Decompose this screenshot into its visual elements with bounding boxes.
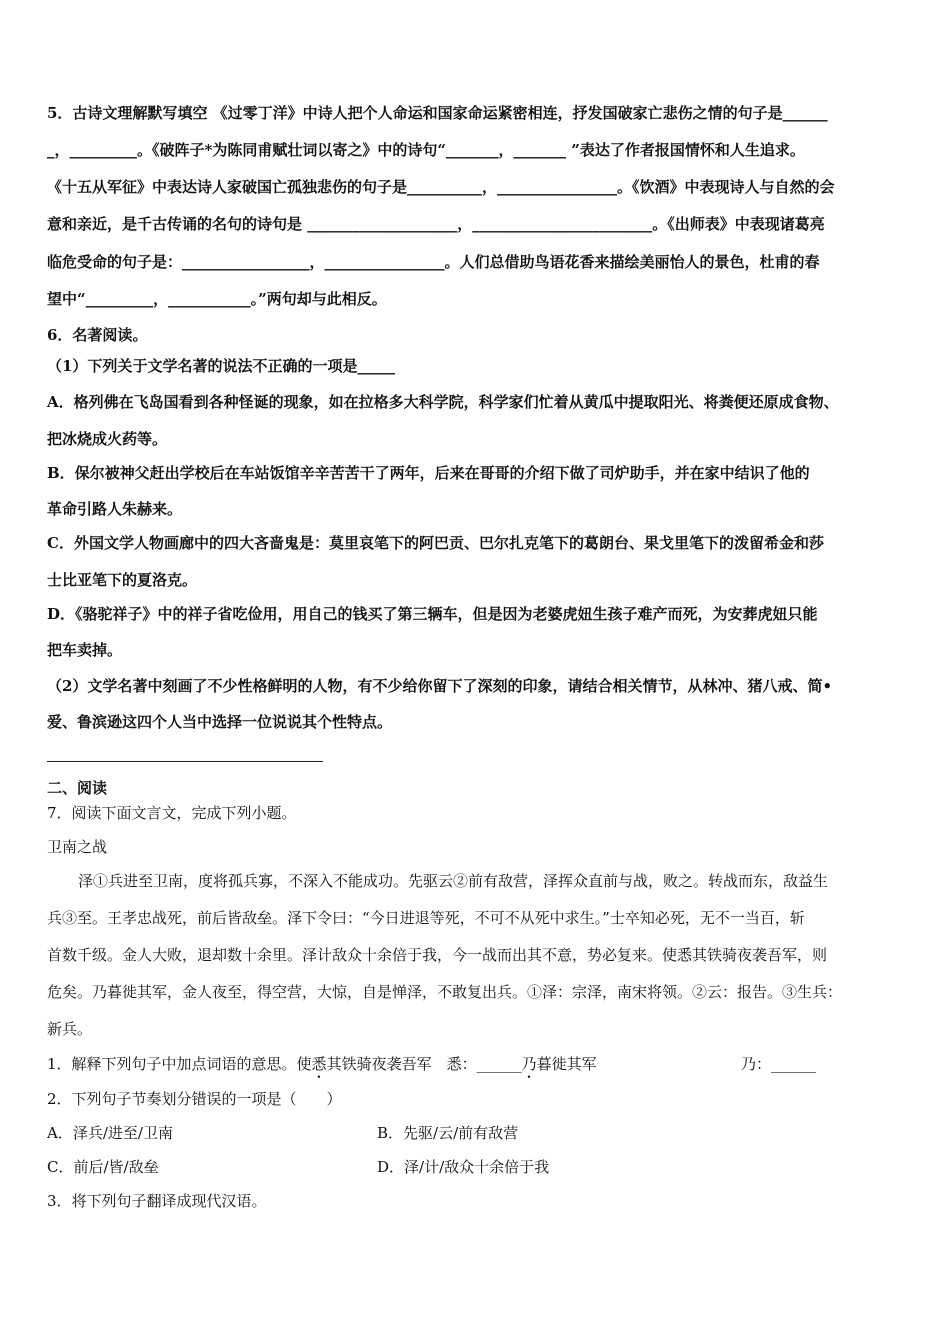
q6-sub2-line-2: 爱、鲁滨逊这四个人当中选择一位说说其个性特点。 xyxy=(47,713,393,731)
section-heading: 二、阅读 xyxy=(47,779,108,797)
sub-question-3: 3．将下列句子翻译成现代汉语。 xyxy=(47,1192,267,1210)
passage-line-4: 危矣。乃暮徙其军，金人夜至，得空营，大惊，自是惮泽，不敢复出兵。①泽：宗泽，南宋将领。②云：报告。③生兵： xyxy=(47,983,843,1001)
q7-title: 7．阅读下面文言文，完成下列小题。 xyxy=(47,804,297,822)
sub-question-1-text-b: 其铁骑夜袭吾军 悉：______ xyxy=(326,1055,522,1073)
sub-question-2: 2．下列句子节奏划分错误的一项是（ ） xyxy=(47,1090,342,1108)
q6-option-d-line-1: D．《骆驼祥子》中的祥子省吃俭用，用自己的钱买了第三辆车，但是因为老婆虎妞生孩子难产而死，为安葬虎妞只能 xyxy=(47,605,818,623)
q5-line-1: 5．古诗文理解默写填空 《过零丁洋》中诗人把个人命运和国家命运紧密相连，抒发国破家亡悲伤之情的句子是______ xyxy=(47,104,828,122)
sub-question-1-text-a: 1．解释下列句子中加点词语的意思。使 xyxy=(47,1055,312,1073)
q5-line-2: _，_________。《破阵子*为陈同甫赋壮词以寄之》中的诗句“_______，_______ ”表达了作者报国情怀和人生追求。 xyxy=(47,141,805,159)
q6-option-c-line-2: 士比亚笔下的夏洛克。 xyxy=(47,571,198,589)
dotted-word-nai: 乃 xyxy=(521,1055,537,1073)
passage-line-3: 首数千级。金人大败，退却数十余里。泽计敌众十余倍于我，今一战而出其不意，势必复来。使悉其铁骑夜袭吾军，则 xyxy=(47,946,828,964)
q6-sub1: （1）下列关于文学名著的说法不正确的一项是_____ xyxy=(47,357,395,375)
sub-question-1-text-c: 暮徙其军 xyxy=(536,1055,597,1073)
q5-line-3: 《十五从军征》中表达诗人家破国亡孤独悲伤的句子是__________，________________。《饮酒》中表现诗人与自然的会 xyxy=(47,178,835,196)
option-a: A．泽兵/进至/卫南 xyxy=(47,1124,173,1142)
q5-line-6: 望中“_________，___________。”两句却与此相反。 xyxy=(47,290,387,308)
option-d: D．泽/计/敌众十余倍于我 xyxy=(377,1158,550,1176)
sub-question-1-answer-nai: 乃：______ xyxy=(741,1055,817,1073)
passage-line-2: 兵③至。王孝忠战死，前后皆敌垒。泽下令曰：“今日进退等死，不可不从死中求生。”士卒知必死，无不一当百，斩 xyxy=(47,909,805,927)
q6-option-b-line-1: B．保尔被神父赶出学校后在车站饭馆辛辛苦苦干了两年，后来在哥哥的介绍下做了司炉助手，并在家中结识了他的 xyxy=(47,464,810,482)
q5-line-5: 临危受命的句子是：_________________，________________。人们总借助鸟语花香来描绘美丽怡人的景色，杜甫的春 xyxy=(47,253,820,271)
q6-title: 6．名著阅读。 xyxy=(47,326,148,344)
passage-line-1: 泽①兵进至卫南，度将孤兵寡，不深入不能成功。先驱云②前有敌营，泽挥众直前与战，败之。转战而东，敌益生 xyxy=(78,872,829,890)
option-c: C．前后/皆/敌垒 xyxy=(47,1158,159,1176)
passage-line-5: 新兵。 xyxy=(47,1020,93,1038)
q6-option-a-line-1: A．格列佛在飞岛国看到各种怪诞的现象，如在拉格多大科学院，科学家们忙着从黄瓜中提取阳光、将粪便还原成食物、 xyxy=(47,393,839,411)
sub-question-1 xyxy=(47,1054,597,1082)
q5-line-4: 意和亲近，是千古传诵的名句的诗句是 ____________________，________________________。《出师表》中表现诸葛亮 xyxy=(47,215,825,233)
passage-title: 卫南之战 xyxy=(47,838,108,856)
q6-sub2-line-1: （2）文学名著中刻画了不少性格鲜明的人物，有不少给你留下了深刻的印象，请结合相关情节，从林冲、猪八戒、简• xyxy=(47,677,833,695)
q6-option-c-line-1: C．外国文学人物画廊中的四大吝啬鬼是：莫里哀笔下的阿巴贡、巴尔扎克笔下的葛朗台、果戈里笔下的泼留希金和莎 xyxy=(47,534,824,552)
dotted-word-xi: 悉 xyxy=(311,1055,327,1073)
q6-option-a-line-2: 把冰烧成火药等。 xyxy=(47,430,168,448)
q6-option-d-line-2: 把车卖掉。 xyxy=(47,641,123,659)
q6-option-b-line-2: 革命引路人朱赫来。 xyxy=(47,500,183,518)
option-b: B．先驱/云/前有敌营 xyxy=(377,1124,519,1142)
answer-line xyxy=(47,761,323,762)
